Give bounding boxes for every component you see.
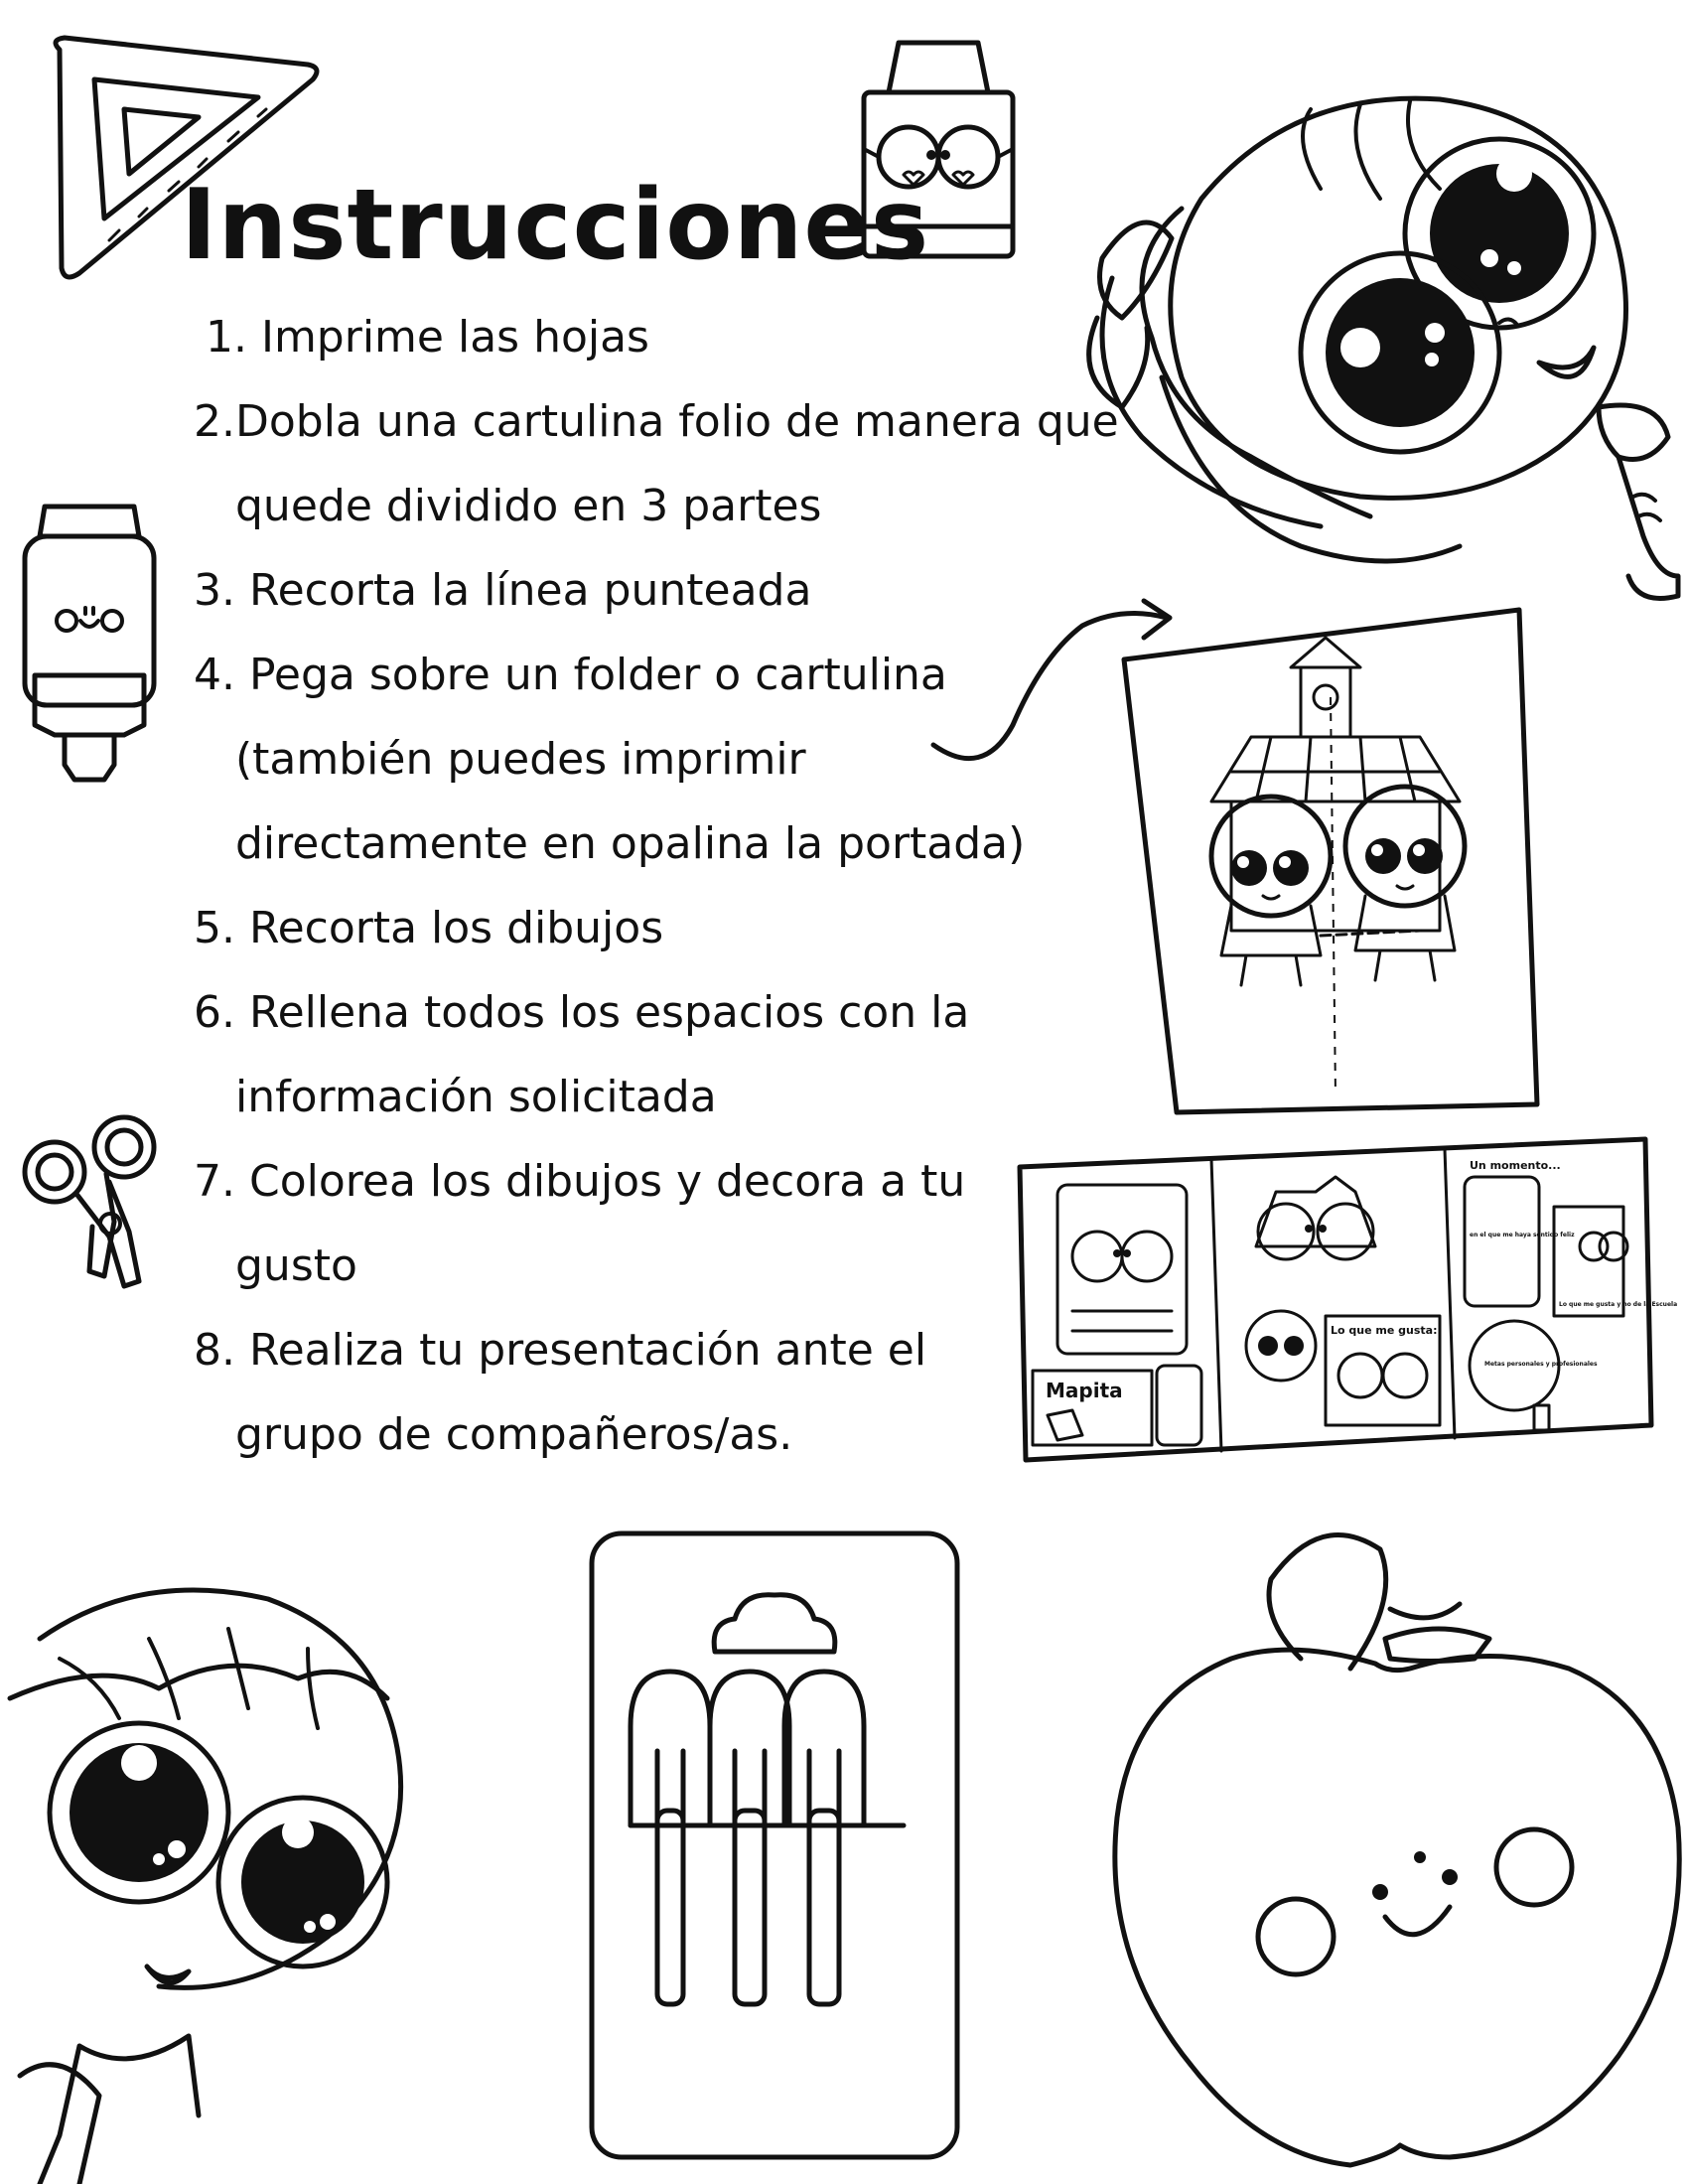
- step-8: 8. Realiza tu presentación ante el: [194, 1325, 927, 1376]
- cover-preview-image: [1122, 608, 1539, 1114]
- step-8-continued: grupo de compañeros/as.: [235, 1409, 793, 1460]
- crayon-box-icon: [586, 1528, 963, 2163]
- step-3: 3. Recorta la línea punteada: [194, 565, 812, 616]
- glue-stick-icon: [15, 497, 164, 795]
- step-2: 2.Dobla una cartulina folio de manera que: [194, 396, 1119, 447]
- step-2-continued: quede dividido en 3 partes: [235, 481, 822, 531]
- lo-que-me-gusta-label: Lo que me gusta:: [1331, 1324, 1438, 1337]
- right-panel-text-3: Metas personales y profesionales: [1484, 1361, 1598, 1368]
- mapita-label: Mapita: [1046, 1379, 1123, 1402]
- step-7-continued: gusto: [235, 1240, 357, 1291]
- right-panel-text-1: en el que me haya sentido feliz: [1470, 1232, 1575, 1238]
- step-4-continued-2: directamente en opalina la portada): [235, 818, 1026, 869]
- boy-character-icon: [0, 1579, 417, 2184]
- right-panel-text-2: Lo que me gusta y no de la Escuela: [1559, 1301, 1678, 1308]
- step-5: 5. Recorta los dibujos: [194, 903, 664, 953]
- step-4-continued: (también puedes imprimir: [235, 734, 806, 785]
- apple-character-icon: [1092, 1490, 1688, 2184]
- un-momento-label: Un momento...: [1470, 1159, 1561, 1172]
- page-title: Instrucciones: [181, 169, 930, 282]
- step-6: 6. Rellena todos los espacios con la: [194, 987, 970, 1038]
- scissors-icon: [15, 1102, 164, 1301]
- step-6-continued: información solicitada: [235, 1072, 717, 1122]
- inside-preview-image: [1018, 1137, 1678, 1465]
- step-7: 7. Colorea los dibujos y decora a tu: [194, 1156, 966, 1207]
- girl-character-icon: [1062, 79, 1688, 616]
- step-1: 1. Imprime las hojas: [206, 312, 649, 363]
- step-4: 4. Pega sobre un folder o cartulina: [194, 650, 947, 700]
